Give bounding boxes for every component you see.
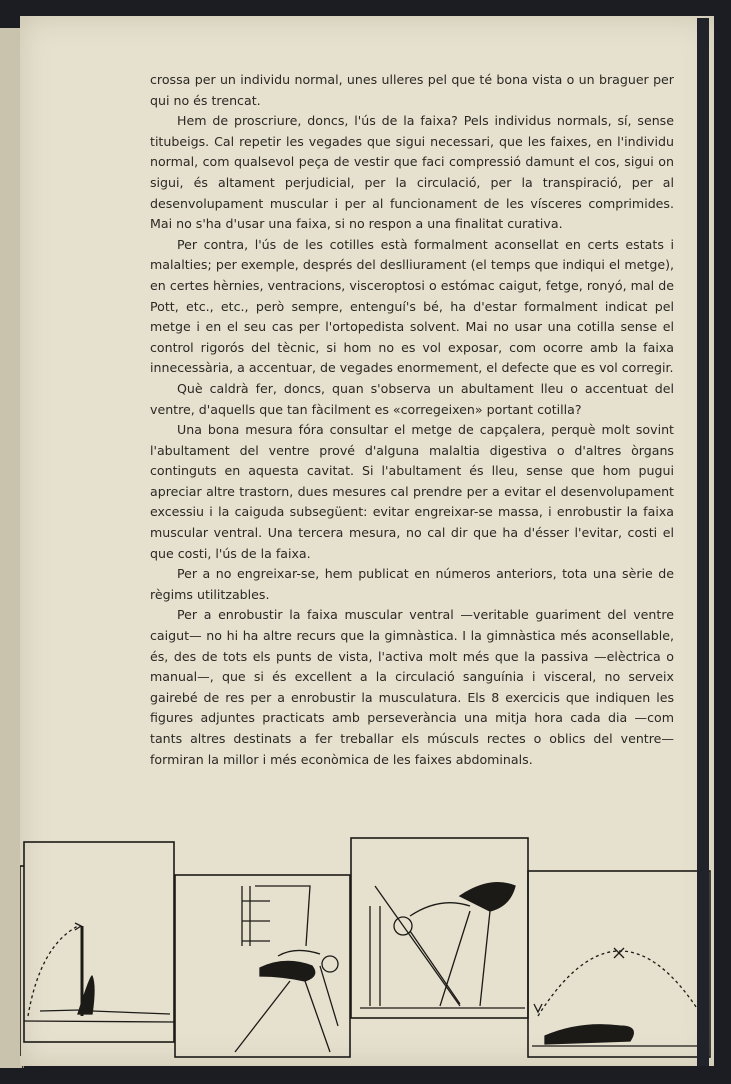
exercise-figure-2 xyxy=(235,886,338,1052)
paragraph-4: Què caldrà fer, doncs, quan s'observa un abultament lleu o accentuat del ventre, d'aquells que tan fàcilment es «corregeixen» portant cotilla? xyxy=(150,380,674,417)
exercise-illustrations xyxy=(20,826,714,1066)
exercise-frame-2 xyxy=(175,875,350,1057)
paragraph-3: Per contra, l'ús de les cotilles està formalment aconsellat en certs estats i malalties; per exemple, després del deslliurament (el temps que indiqui el metge), en certes hèrnies, ventracions, visceroptosi o estómac caigut, fetge, ronyó, mal de Pott, etc., etc., però sempre, entenguí's bé, ha d'estar formalment indicat pel metge i en el seu cas per l'ortopedista solvent. Mai no usar una cotilla sense el control rigorós del tècnic, si hom no es vol exposar, com ocorre amb la faixa innecessària, a accentuar, de vegades enormement, el defecte que es vol corregir. xyxy=(150,236,674,376)
exercise-figure-4 xyxy=(532,948,708,1046)
paragraph-1: crossa per un individu normal, unes ulleres pel que té bona vista o un braguer per qui no és trencat. xyxy=(150,72,674,108)
paragraph-7: Per a enrobustir la faixa muscular ventral —veritable guariment del ventre caigut— no hi ha altre recurs que la gimnàstica. I la gimnàstica més aconsellable, és, des de tots els punts de vista, l'activa molt més que la passiva —elèctrica o manual—, que si és excellent a la circulació sanguínia i visceral, no serveix gairebé de res per a enrobustir la musculatura. Els 8 exercicis que indiquen les figures adjuntes practicats amb perseverància una mitja hora cada dia —com tants altres destinats a fer treballar els músculs rectes o oblics del ventre— formiran la millor i més econòmica de les faixes abdominals. xyxy=(150,607,674,767)
exercise-figure-1 xyxy=(24,923,174,1022)
right-page-edge xyxy=(697,18,709,1066)
exercise-frame-3 xyxy=(351,838,528,1018)
book-page xyxy=(20,16,714,1066)
article-text xyxy=(150,70,674,770)
paragraph-5: Una bona mesura fóra consultar el metge de capçalera, perquè molt sovint l'abultament del ventre prové d'alguna malaltia digestiva o d'altres òrgans continguts en aquesta cavitat. Si l'abultament és lleu, sense que hom pugui apreciar altre trastorn, dues mesures cal prendre per a evitar el desenvolupament excessiu i la caiguda subsegüent: evitar engreixar-se massa, i enrobustir la faixa muscular ventral. Una tercera mesura, no cal dir que ha d'ésser l'evitar, costi el que costi, l'ús de la faixa. xyxy=(150,422,674,561)
paragraph-6: Per a no engreixar-se, hem publicat en números anteriors, tota una sèrie de règims utilitzables. xyxy=(150,566,674,602)
paragraph-2: Hem de proscriure, doncs, l'ús de la faixa? Pels individus normals, sí, sense titubeigs. Cal repetir les vegades que sigui necessari, que les faixes, en l'individu normal, com qualsevol peça de vestir que faci compressió damunt el cos, sigui on sigui, és altament perjudicial, per la circulació, per la transpiració, per al desenvolupament muscular i per al funcionament de les vísceres comprimides. Mai no s'ha d'usar una faixa, si no respon a una finalitat curativa. xyxy=(150,113,674,232)
exercise-frame-1 xyxy=(24,842,174,1042)
exercise-figure-3 xyxy=(360,883,525,1008)
